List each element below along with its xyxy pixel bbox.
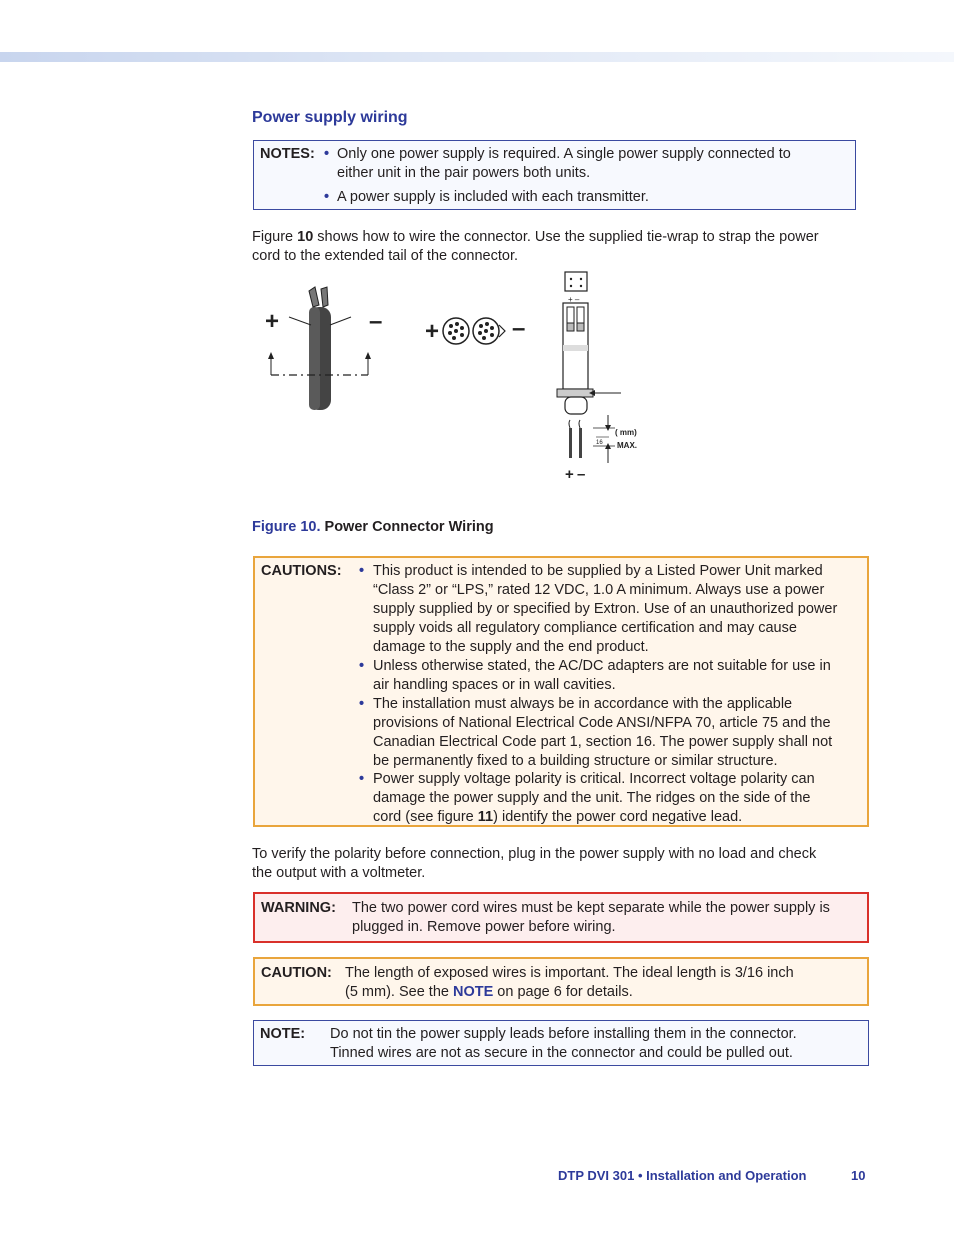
power-cord-drawing [268,287,371,410]
caution-1-line: This product is intended to be supplied by a Listed Power Unit marked [373,563,823,579]
caution-text: (5 mm). See the [345,984,453,1000]
minus-sign: – [577,466,586,483]
notes-item-1-line-2: either unit in the pair powers both units. [337,165,591,181]
caution-1-line: supply voids all regulatory compliance certification and may cause [373,620,797,636]
notes-item-2: A power supply is included with each transmitter. [337,189,649,205]
bullet-icon: • [359,771,365,787]
caution-4-line: damage the power supply and the unit. The ridges on the side of the [373,790,811,806]
intro-paragraph-line-2: cord to the extended tail of the connector. [252,248,519,264]
header-band [0,52,954,62]
power-connector-illustration [253,265,673,485]
intro-text: shows how to wire the connector. Use the supplied tie-wrap to strap the power [313,229,819,245]
caution-1-line: “Class 2” or “LPS,” rated 12 VDC, 1.0 A minimum. Always use a power [373,582,825,598]
caution-box [253,957,869,1006]
notes-item-1-line-1: Only one power supply is required. A single power supply connected to [337,146,791,162]
note-line-2: Tinned wires are not as secure in the connector and could be pulled out. [330,1045,793,1061]
caution-4-text: ) identify the power cord negative lead. [493,809,743,825]
caution-text: on page 6 for details. [493,984,633,1000]
power-connector-diagram [253,265,673,485]
bullet-icon: • [359,696,365,712]
warning-box [253,892,869,943]
figure-ref: 10 [297,229,314,245]
plus-sign: + [265,308,280,335]
fraction-denominator: 16 [596,440,603,446]
mm-label: ( mm) [615,428,637,437]
cord-cross-section-drawing [443,318,505,344]
plus-sign: + [565,466,574,483]
plus-sign: + [425,318,440,345]
notes-label: NOTES: [260,146,315,162]
note-box [253,1020,869,1066]
caution-label: CAUTION: [261,965,332,981]
caution-line-1: The length of exposed wires is important. The ideal length is 3/16 inch [345,965,794,981]
bullet-icon: • [359,563,365,579]
caution-1-line: supply supplied by or specified by Extron. Use of an unauthorized power [373,601,838,617]
figure-title: Power Connector Wiring [324,519,494,535]
caution-3-line: The installation must always be in accordance with the applicable [373,696,793,712]
figure-number: Figure 10. [252,519,321,535]
small-polarity-label: + – [568,295,580,304]
note-link[interactable]: NOTE [452,984,494,1000]
verify-paragraph-line-2: the output with a voltmeter. [252,865,426,881]
section-title: Power supply wiring [252,109,408,126]
cautions-box [253,556,869,827]
note-label: NOTE: [260,1026,306,1042]
notes-box [253,140,856,210]
figure-ref: 11 [477,809,494,825]
verify-paragraph-line-1: To verify the polarity before connection, plug in the power supply with no load and check [252,846,817,862]
caution-2-line: air handling spaces or in wall cavities. [373,677,616,693]
caution-line-2 [345,983,633,1002]
bullet-icon: • [324,146,330,162]
page-number: 10 [851,1168,866,1183]
note-line-1: Do not tin the power supply leads before installing them in the connector. [330,1026,797,1042]
terminal-connector-drawing [557,272,621,463]
caution-4-line-last [373,808,742,827]
warning-line-1: The two power cord wires must be kept separate while the power supply is [352,900,830,916]
caution-4-text: cord (see figure [373,809,478,825]
cautions-label: CAUTIONS: [261,563,342,579]
intro-text: Figure [252,229,298,245]
caution-1-line: damage to the supply and the end product. [373,639,649,655]
minus-sign: – [369,308,383,335]
caution-3-line: Canadian Electrical Code part 1, section 16. The power supply shall not [373,734,833,750]
warning-line-2: plugged in. Remove power before wiring. [352,919,616,935]
figure-caption [252,519,494,535]
caution-3-line: provisions of National Electrical Code ANSI/NFPA 70, article 75 and the [373,715,831,731]
bullet-icon: • [359,658,365,674]
caution-3-line: be permanently fixed to a building structure or similar structure. [373,753,778,769]
caution-4-line: Power supply voltage polarity is critical. Incorrect voltage polarity can [373,771,815,787]
minus-sign: – [512,315,526,342]
max-label: MAX. [617,441,637,450]
footer-title: DTP DVI 301 • Installation and Operation [558,1168,807,1183]
intro-paragraph-line-1 [252,228,819,247]
warning-label: WARNING: [261,900,336,916]
bullet-icon: • [324,189,330,205]
caution-2-line: Unless otherwise stated, the AC/DC adapters are not suitable for use in [373,658,831,674]
